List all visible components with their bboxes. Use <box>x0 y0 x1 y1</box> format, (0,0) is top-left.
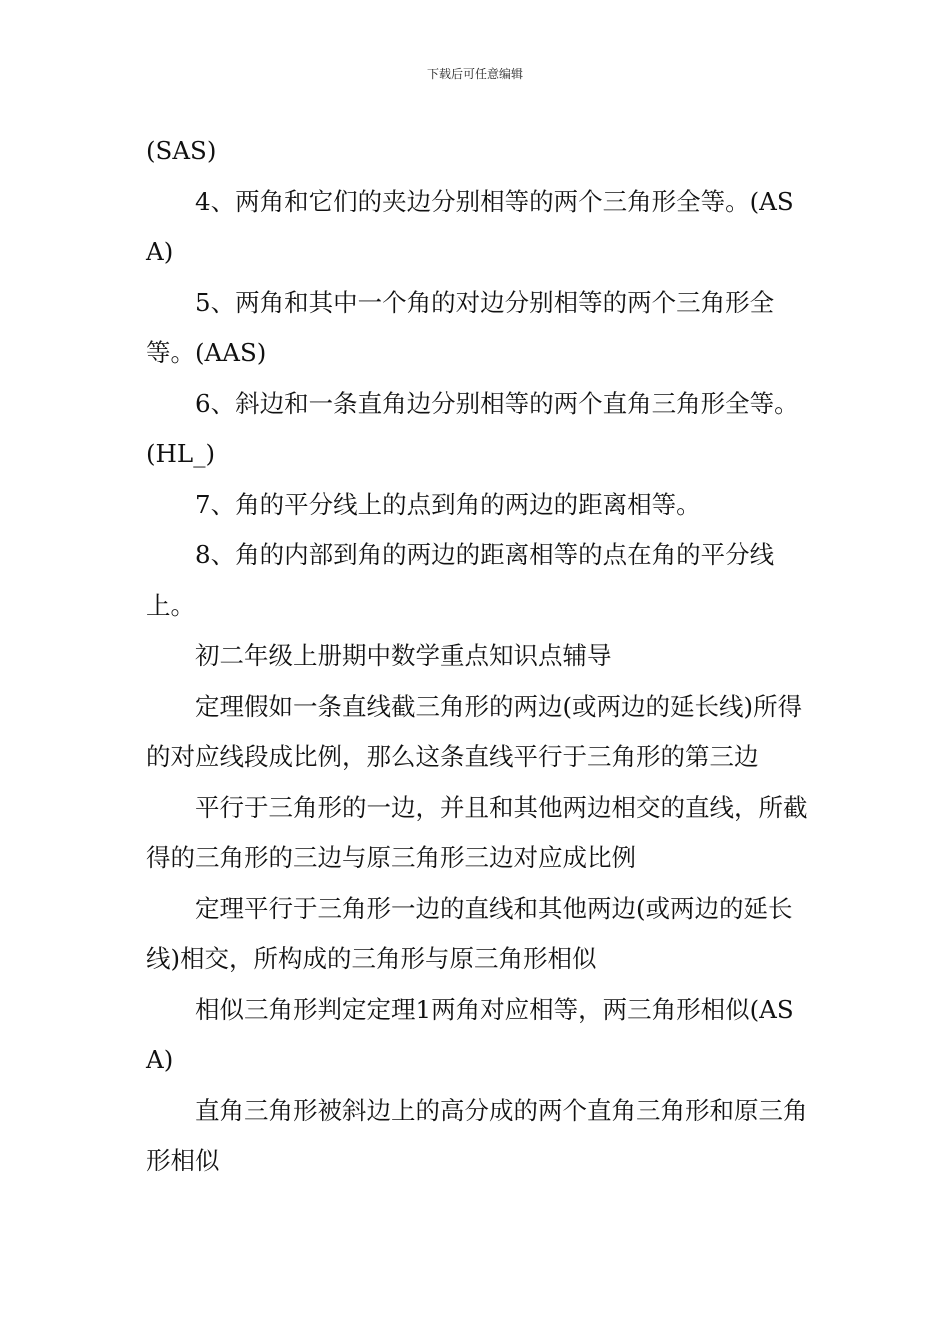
paragraph-rule-6: 6、斜边和一条直角边分别相等的两个直角三角形全等。(HL_) <box>146 388 799 468</box>
paragraph-rule-5: 5、两角和其中一个角的对边分别相等的两个三角形全等。(AAS) <box>146 287 775 367</box>
paragraph-similar-theorem: 定理平行于三角形一边的直线和其他两边(或两边的延长线)相交，所构成的三角形与原三角形相似 <box>146 893 793 973</box>
paragraph-parallel-proportion: 平行于三角形的一边，并且和其他两边相交的直线，所截得的三角形的三边与原三角形三边对应成比例 <box>146 792 808 872</box>
paragraph-sas-tail: (SAS) <box>146 136 217 165</box>
document-body <box>146 126 811 1187</box>
section-heading: 初二年级上册期中数学重点知识点辅导 <box>195 641 612 670</box>
paragraph-similar-criterion-1: 相似三角形判定定理1两角对应相等，两三角形相似(ASA) <box>146 994 794 1074</box>
paragraph-rule-8: 8、角的内部到角的两边的距离相等的点在角的平分线上。 <box>146 540 775 620</box>
paragraph-right-triangle: 直角三角形被斜边上的高分成的两个直角三角形和原三角形相似 <box>146 1095 808 1175</box>
paragraph-rule-7: 7、角的平分线上的点到角的两边的距离相等。 <box>195 489 701 519</box>
paragraph-rule-4: 4、两角和它们的夹边分别相等的两个三角形全等。(ASA) <box>146 186 794 266</box>
paragraph-parallel-theorem: 定理假如一条直线截三角形的两边(或两边的延长线)所得的对应线段成比例，那么这条直线平行于三角形的第三边 <box>146 691 803 771</box>
page-header: 下载后可任意编辑 <box>426 67 523 81</box>
